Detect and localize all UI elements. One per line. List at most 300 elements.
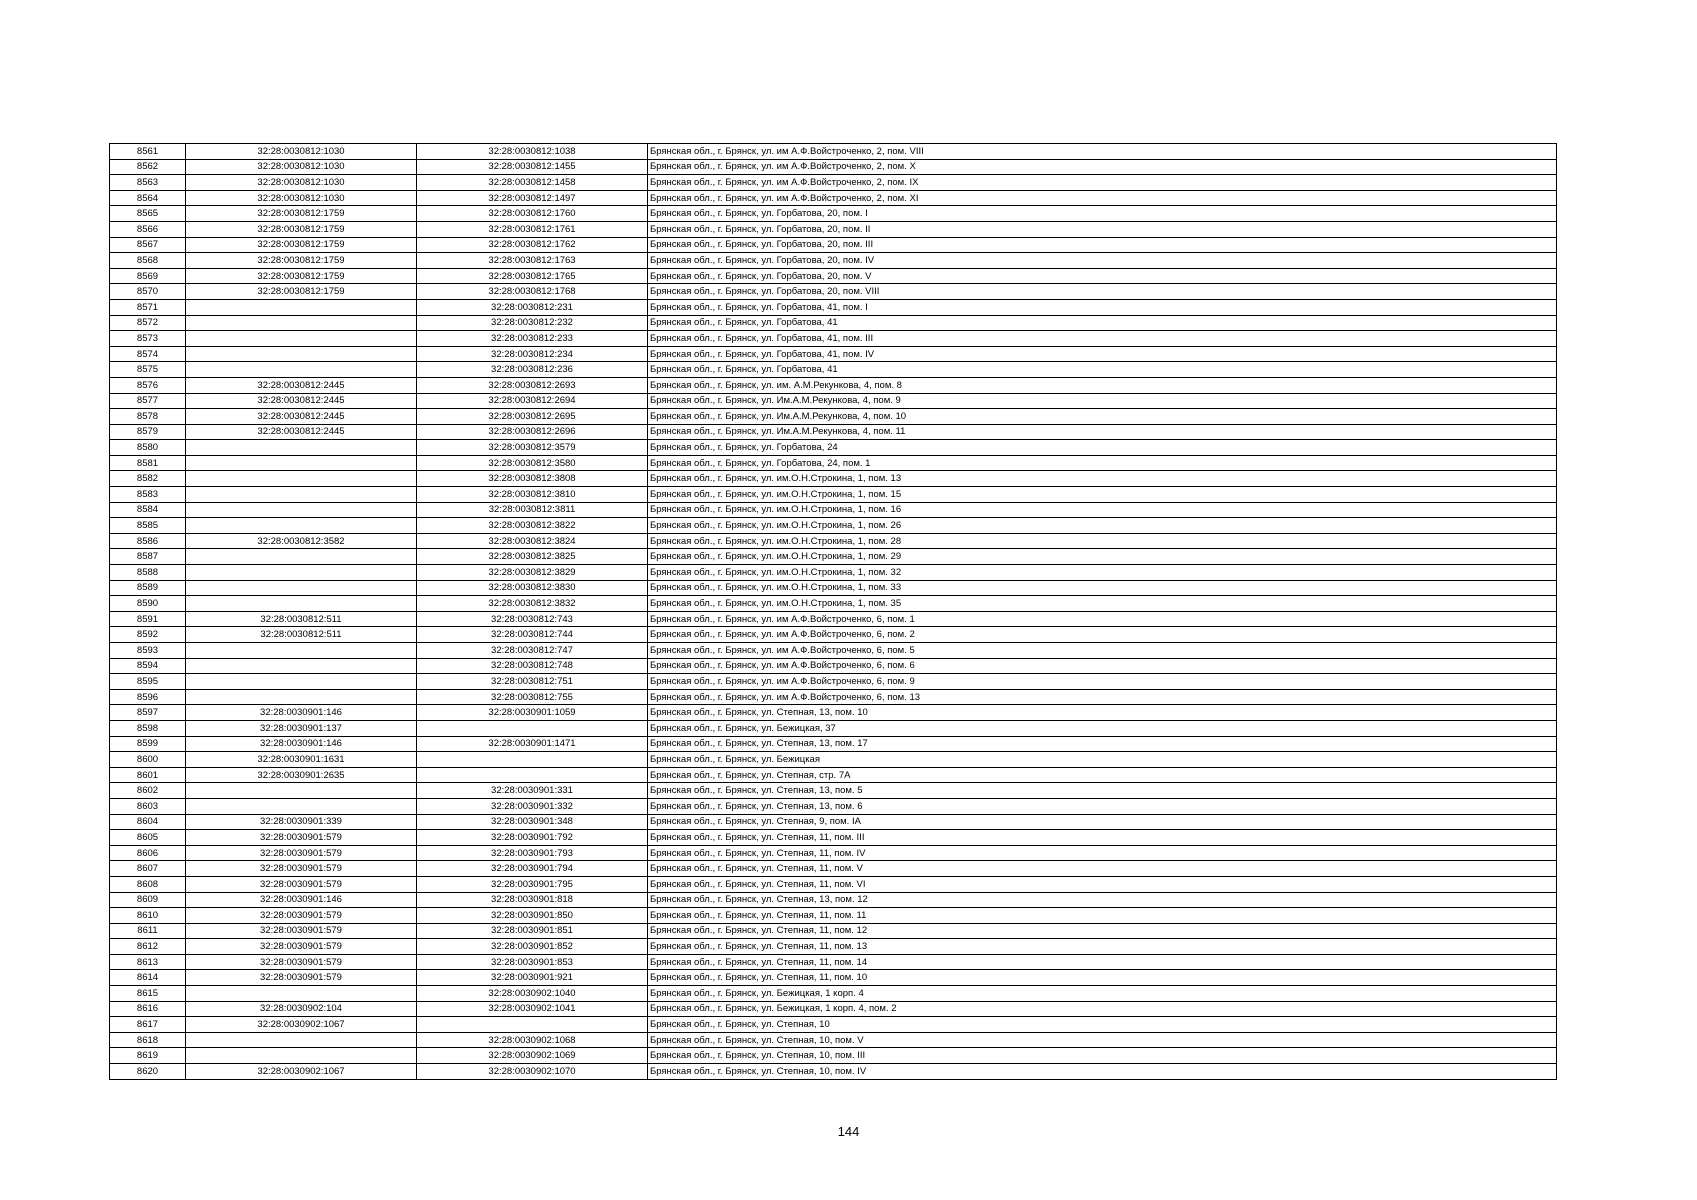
table-row	[110, 221, 1557, 237]
row-number-cell: 8597	[110, 705, 186, 721]
parent-cadastral-number-cell: 32:28:0030901:339	[186, 814, 417, 830]
row-number-cell: 8588	[110, 565, 186, 581]
parent-cadastral-number-cell: 32:28:0030901:137	[186, 720, 417, 736]
parent-cadastral-number-cell	[186, 1048, 417, 1064]
parent-cadastral-number-cell	[186, 783, 417, 799]
address-cell: Брянская обл., г. Брянск, ул. Горбатова, 20, пом. VIII	[648, 284, 1557, 300]
cadastral-number-cell: 32:28:0030901:331	[417, 783, 648, 799]
address-cell: Брянская обл., г. Брянск, ул. Горбатова, 41, пом. III	[648, 331, 1557, 347]
cadastral-number-cell: 32:28:0030812:3822	[417, 518, 648, 534]
cadastral-number-cell: 32:28:0030812:3829	[417, 565, 648, 581]
cadastral-number-cell: 32:28:0030812:3830	[417, 580, 648, 596]
table-row	[110, 830, 1557, 846]
parent-cadastral-number-cell: 32:28:0030812:1759	[186, 284, 417, 300]
parent-cadastral-number-cell	[186, 596, 417, 612]
parent-cadastral-number-cell: 32:28:0030812:1759	[186, 268, 417, 284]
row-number-cell: 8576	[110, 377, 186, 393]
row-number-cell: 8580	[110, 440, 186, 456]
row-number-cell: 8566	[110, 221, 186, 237]
row-number-cell: 8587	[110, 549, 186, 565]
address-cell: Брянская обл., г. Брянск, ул. Степная, 11, пом. 13	[648, 939, 1557, 955]
parent-cadastral-number-cell	[186, 299, 417, 315]
cadastral-number-cell: 32:28:0030901:795	[417, 876, 648, 892]
parent-cadastral-number-cell: 32:28:0030812:511	[186, 611, 417, 627]
table-row	[110, 876, 1557, 892]
address-cell: Брянская обл., г. Брянск, ул. Горбатова, 20, пом. II	[648, 221, 1557, 237]
table-row	[110, 580, 1557, 596]
row-number-cell: 8602	[110, 783, 186, 799]
table-row	[110, 533, 1557, 549]
row-number-cell: 8594	[110, 658, 186, 674]
parent-cadastral-number-cell: 32:28:0030901:579	[186, 861, 417, 877]
row-number-cell: 8578	[110, 409, 186, 425]
row-number-cell: 8599	[110, 736, 186, 752]
row-number-cell: 8604	[110, 814, 186, 830]
parent-cadastral-number-cell	[186, 580, 417, 596]
table-row	[110, 409, 1557, 425]
cadastral-number-cell: 32:28:0030812:1762	[417, 237, 648, 253]
parent-cadastral-number-cell	[186, 986, 417, 1002]
parent-cadastral-number-cell: 32:28:0030812:2445	[186, 393, 417, 409]
cadastral-number-cell: 32:28:0030812:747	[417, 643, 648, 659]
cadastral-number-cell: 32:28:0030901:1059	[417, 705, 648, 721]
parent-cadastral-number-cell: 32:28:0030901:579	[186, 876, 417, 892]
row-number-cell: 8570	[110, 284, 186, 300]
cadastral-number-cell: 32:28:0030902:1041	[417, 1001, 648, 1017]
cadastral-number-cell: 32:28:0030812:232	[417, 315, 648, 331]
address-cell: Брянская обл., г. Брянск, ул. Степная, 10, пом. III	[648, 1048, 1557, 1064]
row-number-cell: 8569	[110, 268, 186, 284]
cadastral-number-cell: 32:28:0030901:921	[417, 970, 648, 986]
address-cell: Брянская обл., г. Брянск, ул. Степная, 11, пом. III	[648, 830, 1557, 846]
table-row	[110, 190, 1557, 206]
cadastral-number-cell: 32:28:0030901:818	[417, 892, 648, 908]
row-number-cell: 8562	[110, 159, 186, 175]
address-cell: Брянская обл., г. Брянск, ул. им.О.Н.Строкина, 1, пом. 15	[648, 487, 1557, 503]
cadastral-number-cell: 32:28:0030812:3811	[417, 502, 648, 518]
parent-cadastral-number-cell	[186, 455, 417, 471]
address-cell: Брянская обл., г. Брянск, ул. им А.Ф.Войстроченко, 2, пом. XI	[648, 190, 1557, 206]
parent-cadastral-number-cell: 32:28:0030812:2445	[186, 377, 417, 393]
parent-cadastral-number-cell	[186, 1032, 417, 1048]
address-cell: Брянская обл., г. Брянск, ул. им А.Ф.Войстроченко, 6, пом. 5	[648, 643, 1557, 659]
page-number: 144	[837, 1124, 860, 1139]
cadastral-number-cell: 32:28:0030812:3579	[417, 440, 648, 456]
address-cell: Брянская обл., г. Брянск, ул. Им.А.М.Рекункова, 4, пом. 9	[648, 393, 1557, 409]
table-row	[110, 315, 1557, 331]
table-row	[110, 861, 1557, 877]
row-number-cell: 8589	[110, 580, 186, 596]
row-number-cell: 8619	[110, 1048, 186, 1064]
cadastral-number-cell: 32:28:0030902:1068	[417, 1032, 648, 1048]
address-cell: Брянская обл., г. Брянск, ул. им.О.Н.Строкина, 1, пом. 32	[648, 565, 1557, 581]
parent-cadastral-number-cell: 32:28:0030812:1759	[186, 206, 417, 222]
parent-cadastral-number-cell	[186, 565, 417, 581]
address-cell: Брянская обл., г. Брянск, ул. Степная, 13, пом. 10	[648, 705, 1557, 721]
address-cell: Брянская обл., г. Брянск, ул. им.О.Н.Строкина, 1, пом. 13	[648, 471, 1557, 487]
cadastral-number-cell: 32:28:0030901:1471	[417, 736, 648, 752]
address-cell: Брянская обл., г. Брянск, ул. им.О.Н.Строкина, 1, пом. 33	[648, 580, 1557, 596]
address-cell: Брянская обл., г. Брянск, ул. им.О.Н.Строкина, 1, пом. 35	[648, 596, 1557, 612]
row-number-cell: 8585	[110, 518, 186, 534]
table-row	[110, 237, 1557, 253]
row-number-cell: 8600	[110, 752, 186, 768]
table-row	[110, 1001, 1557, 1017]
row-number-cell: 8614	[110, 970, 186, 986]
table-row	[110, 986, 1557, 1002]
cadastral-number-cell: 32:28:0030812:743	[417, 611, 648, 627]
parent-cadastral-number-cell: 32:28:0030812:2445	[186, 409, 417, 425]
cadastral-number-cell: 32:28:0030812:1760	[417, 206, 648, 222]
row-number-cell: 8564	[110, 190, 186, 206]
cadastral-number-cell: 32:28:0030901:853	[417, 954, 648, 970]
address-cell: Брянская обл., г. Брянск, ул. им.О.Н.Строкина, 1, пом. 29	[648, 549, 1557, 565]
table-row	[110, 377, 1557, 393]
address-cell: Брянская обл., г. Брянск, ул. им А.Ф.Войстроченко, 6, пом. 6	[648, 658, 1557, 674]
row-number-cell: 8572	[110, 315, 186, 331]
parent-cadastral-number-cell	[186, 362, 417, 378]
table-row	[110, 923, 1557, 939]
parent-cadastral-number-cell: 32:28:0030901:579	[186, 954, 417, 970]
row-number-cell: 8612	[110, 939, 186, 955]
cadastral-number-cell	[417, 752, 648, 768]
table-row	[110, 393, 1557, 409]
address-cell: Брянская обл., г. Брянск, ул. Степная, 11, пом. 11	[648, 908, 1557, 924]
parent-cadastral-number-cell	[186, 471, 417, 487]
address-cell: Брянская обл., г. Брянск, ул. Бежицкая, 1 корп. 4	[648, 986, 1557, 1002]
table-row	[110, 596, 1557, 612]
row-number-cell: 8603	[110, 798, 186, 814]
address-cell: Брянская обл., г. Брянск, ул. им А.Ф.Войстроченко, 2, пом. IX	[648, 175, 1557, 191]
row-number-cell: 8620	[110, 1064, 186, 1080]
cadastral-number-cell: 32:28:0030812:1765	[417, 268, 648, 284]
table-row	[110, 159, 1557, 175]
cadastral-number-cell: 32:28:0030812:748	[417, 658, 648, 674]
address-cell: Брянская обл., г. Брянск, ул. им А.Ф.Войстроченко, 6, пом. 13	[648, 689, 1557, 705]
row-number-cell: 8575	[110, 362, 186, 378]
address-cell: Брянская обл., г. Брянск, ул. Степная, 10	[648, 1017, 1557, 1033]
cadastral-number-cell	[417, 720, 648, 736]
cadastral-number-cell: 32:28:0030812:2695	[417, 409, 648, 425]
address-cell: Брянская обл., г. Брянск, ул. им А.Ф.Войстроченко, 6, пом. 9	[648, 674, 1557, 690]
parent-cadastral-number-cell: 32:28:0030902:1067	[186, 1064, 417, 1080]
cadastral-number-cell: 32:28:0030812:1458	[417, 175, 648, 191]
table-row	[110, 253, 1557, 269]
address-cell: Брянская обл., г. Брянск, ул. им. А.М.Рекункова, 4, пом. 8	[648, 377, 1557, 393]
table-row	[110, 767, 1557, 783]
address-cell: Брянская обл., г. Брянск, ул. Степная, 11, пом. IV	[648, 845, 1557, 861]
cadastral-number-cell: 32:28:0030812:1768	[417, 284, 648, 300]
row-number-cell: 8593	[110, 643, 186, 659]
cadastral-number-cell: 32:28:0030902:1040	[417, 986, 648, 1002]
parent-cadastral-number-cell	[186, 674, 417, 690]
row-number-cell: 8590	[110, 596, 186, 612]
cadastral-number-cell: 32:28:0030901:793	[417, 845, 648, 861]
parent-cadastral-number-cell: 32:28:0030901:579	[186, 970, 417, 986]
address-cell: Брянская обл., г. Брянск, ул. Степная, стр. 7А	[648, 767, 1557, 783]
parent-cadastral-number-cell	[186, 346, 417, 362]
parent-cadastral-number-cell: 32:28:0030812:1030	[186, 144, 417, 160]
row-number-cell: 8606	[110, 845, 186, 861]
table-row	[110, 206, 1557, 222]
row-number-cell: 8574	[110, 346, 186, 362]
cadastral-number-cell: 32:28:0030812:233	[417, 331, 648, 347]
parent-cadastral-number-cell	[186, 502, 417, 518]
address-cell: Брянская обл., г. Брянск, ул. Степная, 13, пом. 17	[648, 736, 1557, 752]
parent-cadastral-number-cell	[186, 518, 417, 534]
table-row	[110, 424, 1557, 440]
row-number-cell: 8565	[110, 206, 186, 222]
address-cell: Брянская обл., г. Брянск, ул. Степная, 11, пом. V	[648, 861, 1557, 877]
cadastral-number-cell: 32:28:0030812:3832	[417, 596, 648, 612]
parent-cadastral-number-cell	[186, 689, 417, 705]
row-number-cell: 8568	[110, 253, 186, 269]
table-row	[110, 284, 1557, 300]
table-row	[110, 658, 1557, 674]
table-row	[110, 502, 1557, 518]
parent-cadastral-number-cell	[186, 331, 417, 347]
table-row	[110, 970, 1557, 986]
row-number-cell: 8595	[110, 674, 186, 690]
row-number-cell: 8586	[110, 533, 186, 549]
row-number-cell: 8582	[110, 471, 186, 487]
cadastral-number-cell: 32:28:0030812:231	[417, 299, 648, 315]
table-row	[110, 845, 1557, 861]
address-cell: Брянская обл., г. Брянск, ул. Горбатова, 20, пом. I	[648, 206, 1557, 222]
row-number-cell: 8581	[110, 455, 186, 471]
parent-cadastral-number-cell: 32:28:0030902:104	[186, 1001, 417, 1017]
address-cell: Брянская обл., г. Брянск, ул. Бежицкая, 1 корп. 4, пом. 2	[648, 1001, 1557, 1017]
table-row	[110, 643, 1557, 659]
table-row	[110, 705, 1557, 721]
cadastral-number-cell: 32:28:0030812:751	[417, 674, 648, 690]
table-row	[110, 144, 1557, 160]
cadastral-number-cell: 32:28:0030812:1763	[417, 253, 648, 269]
row-number-cell: 8615	[110, 986, 186, 1002]
cadastral-number-cell: 32:28:0030812:1761	[417, 221, 648, 237]
table-row	[110, 1048, 1557, 1064]
table-row	[110, 798, 1557, 814]
table-row	[110, 611, 1557, 627]
row-number-cell: 8596	[110, 689, 186, 705]
cadastral-number-cell: 32:28:0030812:3825	[417, 549, 648, 565]
address-cell: Брянская обл., г. Брянск, ул. Степная, 10, пом. IV	[648, 1064, 1557, 1080]
address-cell: Брянская обл., г. Брянск, ул. им А.Ф.Войстроченко, 6, пом. 2	[648, 627, 1557, 643]
row-number-cell: 8605	[110, 830, 186, 846]
parent-cadastral-number-cell: 32:28:0030901:579	[186, 923, 417, 939]
address-cell: Брянская обл., г. Брянск, ул. им.О.Н.Строкина, 1, пом. 28	[648, 533, 1557, 549]
cadastral-number-cell: 32:28:0030812:1038	[417, 144, 648, 160]
table-row	[110, 1032, 1557, 1048]
parent-cadastral-number-cell: 32:28:0030812:1030	[186, 159, 417, 175]
row-number-cell: 8601	[110, 767, 186, 783]
address-cell: Брянская обл., г. Брянск, ул. Горбатова, 20, пом. IV	[648, 253, 1557, 269]
cadastral-number-cell: 32:28:0030902:1070	[417, 1064, 648, 1080]
table-row	[110, 752, 1557, 768]
address-cell: Брянская обл., г. Брянск, ул. Степная, 9, пом. IA	[648, 814, 1557, 830]
cadastral-number-cell: 32:28:0030901:792	[417, 830, 648, 846]
row-number-cell: 8567	[110, 237, 186, 253]
cadastral-number-cell: 32:28:0030901:794	[417, 861, 648, 877]
row-number-cell: 8607	[110, 861, 186, 877]
parent-cadastral-number-cell	[186, 440, 417, 456]
cadastral-number-cell: 32:28:0030812:234	[417, 346, 648, 362]
row-number-cell: 8610	[110, 908, 186, 924]
table-row	[110, 299, 1557, 315]
row-number-cell: 8584	[110, 502, 186, 518]
parent-cadastral-number-cell: 32:28:0030901:2635	[186, 767, 417, 783]
address-cell: Брянская обл., г. Брянск, ул. Горбатова, 41, пом. I	[648, 299, 1557, 315]
table-row	[110, 471, 1557, 487]
parent-cadastral-number-cell: 32:28:0030812:1030	[186, 190, 417, 206]
parent-cadastral-number-cell: 32:28:0030812:1759	[186, 237, 417, 253]
row-number-cell: 8598	[110, 720, 186, 736]
address-cell: Брянская обл., г. Брянск, ул. Степная, 10, пом. V	[648, 1032, 1557, 1048]
table-row	[110, 783, 1557, 799]
address-cell: Брянская обл., г. Брянск, ул. Степная, 13, пом. 6	[648, 798, 1557, 814]
cadastral-number-cell	[417, 767, 648, 783]
table-row	[110, 689, 1557, 705]
cadastral-number-cell: 32:28:0030812:755	[417, 689, 648, 705]
address-cell: Брянская обл., г. Брянск, ул. Степная, 11, пом. VI	[648, 876, 1557, 892]
cadastral-number-cell: 32:28:0030812:3824	[417, 533, 648, 549]
table-row	[110, 549, 1557, 565]
cadastral-number-cell: 32:28:0030901:332	[417, 798, 648, 814]
parent-cadastral-number-cell: 32:28:0030902:1067	[186, 1017, 417, 1033]
parent-cadastral-number-cell: 32:28:0030901:1631	[186, 752, 417, 768]
table-row	[110, 518, 1557, 534]
parent-cadastral-number-cell: 32:28:0030901:146	[186, 736, 417, 752]
address-cell: Брянская обл., г. Брянск, ул. Им.А.М.Рекункова, 4, пом. 10	[648, 409, 1557, 425]
registry-table	[109, 143, 1557, 1080]
parent-cadastral-number-cell: 32:28:0030812:1759	[186, 253, 417, 269]
table-row	[110, 1064, 1557, 1080]
address-cell: Брянская обл., г. Брянск, ул. Бежицкая	[648, 752, 1557, 768]
table-row	[110, 736, 1557, 752]
parent-cadastral-number-cell	[186, 658, 417, 674]
parent-cadastral-number-cell: 32:28:0030901:579	[186, 939, 417, 955]
address-cell: Брянская обл., г. Брянск, ул. Степная, 11, пом. 14	[648, 954, 1557, 970]
table-row	[110, 1017, 1557, 1033]
address-cell: Брянская обл., г. Брянск, ул. им А.Ф.Войстроченко, 2, пом. X	[648, 159, 1557, 175]
parent-cadastral-number-cell	[186, 643, 417, 659]
parent-cadastral-number-cell: 32:28:0030901:146	[186, 892, 417, 908]
parent-cadastral-number-cell: 32:28:0030901:579	[186, 830, 417, 846]
address-cell: Брянская обл., г. Брянск, ул. Горбатова, 41, пом. IV	[648, 346, 1557, 362]
row-number-cell: 8608	[110, 876, 186, 892]
address-cell: Брянская обл., г. Брянск, ул. им А.Ф.Войстроченко, 6, пом. 1	[648, 611, 1557, 627]
row-number-cell: 8571	[110, 299, 186, 315]
row-number-cell: 8592	[110, 627, 186, 643]
row-number-cell: 8591	[110, 611, 186, 627]
address-cell: Брянская обл., г. Брянск, ул. Степная, 11, пом. 10	[648, 970, 1557, 986]
table-row	[110, 627, 1557, 643]
address-cell: Брянская обл., г. Брянск, ул. Бежицкая, 37	[648, 720, 1557, 736]
table-row	[110, 175, 1557, 191]
cadastral-number-cell: 32:28:0030812:744	[417, 627, 648, 643]
table-row	[110, 720, 1557, 736]
cadastral-number-cell: 32:28:0030812:2694	[417, 393, 648, 409]
cadastral-number-cell	[417, 1017, 648, 1033]
address-cell: Брянская обл., г. Брянск, ул. им А.Ф.Войстроченко, 2, пом. VIII	[648, 144, 1557, 160]
row-number-cell: 8563	[110, 175, 186, 191]
cadastral-number-cell: 32:28:0030812:3810	[417, 487, 648, 503]
table-row	[110, 362, 1557, 378]
address-cell: Брянская обл., г. Брянск, ул. Степная, 13, пом. 12	[648, 892, 1557, 908]
cadastral-number-cell: 32:28:0030812:3808	[417, 471, 648, 487]
table-row	[110, 814, 1557, 830]
table-row	[110, 674, 1557, 690]
cadastral-number-cell: 32:28:0030812:1455	[417, 159, 648, 175]
cadastral-number-cell: 32:28:0030901:851	[417, 923, 648, 939]
parent-cadastral-number-cell: 32:28:0030812:2445	[186, 424, 417, 440]
cadastral-number-cell: 32:28:0030812:236	[417, 362, 648, 378]
parent-cadastral-number-cell	[186, 798, 417, 814]
parent-cadastral-number-cell	[186, 549, 417, 565]
table-row	[110, 331, 1557, 347]
table-row	[110, 954, 1557, 970]
parent-cadastral-number-cell: 32:28:0030812:1759	[186, 221, 417, 237]
table-row	[110, 268, 1557, 284]
parent-cadastral-number-cell: 32:28:0030812:3582	[186, 533, 417, 549]
address-cell: Брянская обл., г. Брянск, ул. им.О.Н.Строкина, 1, пом. 26	[648, 518, 1557, 534]
row-number-cell: 8616	[110, 1001, 186, 1017]
parent-cadastral-number-cell: 32:28:0030901:579	[186, 908, 417, 924]
address-cell: Брянская обл., г. Брянск, ул. Горбатова, 20, пом. III	[648, 237, 1557, 253]
parent-cadastral-number-cell: 32:28:0030901:579	[186, 845, 417, 861]
row-number-cell: 8573	[110, 331, 186, 347]
cadastral-number-cell: 32:28:0030901:348	[417, 814, 648, 830]
row-number-cell: 8583	[110, 487, 186, 503]
row-number-cell: 8579	[110, 424, 186, 440]
row-number-cell: 8611	[110, 923, 186, 939]
row-number-cell: 8617	[110, 1017, 186, 1033]
address-cell: Брянская обл., г. Брянск, ул. им.О.Н.Строкина, 1, пом. 16	[648, 502, 1557, 518]
address-cell: Брянская обл., г. Брянск, ул. Им.А.М.Рекункова, 4, пом. 11	[648, 424, 1557, 440]
address-cell: Брянская обл., г. Брянск, ул. Горбатова, 24	[648, 440, 1557, 456]
address-cell: Брянская обл., г. Брянск, ул. Горбатова, 24, пом. 1	[648, 455, 1557, 471]
row-number-cell: 8561	[110, 144, 186, 160]
table-row	[110, 487, 1557, 503]
address-cell: Брянская обл., г. Брянск, ул. Степная, 11, пом. 12	[648, 923, 1557, 939]
cadastral-number-cell: 32:28:0030812:2696	[417, 424, 648, 440]
parent-cadastral-number-cell: 32:28:0030901:146	[186, 705, 417, 721]
parent-cadastral-number-cell	[186, 487, 417, 503]
row-number-cell: 8609	[110, 892, 186, 908]
parent-cadastral-number-cell	[186, 315, 417, 331]
table-row	[110, 440, 1557, 456]
row-number-cell: 8577	[110, 393, 186, 409]
table-row	[110, 565, 1557, 581]
cadastral-number-cell: 32:28:0030812:1497	[417, 190, 648, 206]
cadastral-number-cell: 32:28:0030901:852	[417, 939, 648, 955]
table-row	[110, 892, 1557, 908]
table-row	[110, 455, 1557, 471]
address-cell: Брянская обл., г. Брянск, ул. Горбатова, 20, пом. V	[648, 268, 1557, 284]
row-number-cell: 8613	[110, 954, 186, 970]
table-row	[110, 939, 1557, 955]
table-row	[110, 908, 1557, 924]
address-cell: Брянская обл., г. Брянск, ул. Горбатова, 41	[648, 315, 1557, 331]
cadastral-number-cell: 32:28:0030812:3580	[417, 455, 648, 471]
row-number-cell: 8618	[110, 1032, 186, 1048]
cadastral-number-cell: 32:28:0030812:2693	[417, 377, 648, 393]
registry-table-body	[110, 144, 1557, 1080]
cadastral-number-cell: 32:28:0030901:850	[417, 908, 648, 924]
address-cell: Брянская обл., г. Брянск, ул. Горбатова, 41	[648, 362, 1557, 378]
parent-cadastral-number-cell: 32:28:0030812:1030	[186, 175, 417, 191]
parent-cadastral-number-cell: 32:28:0030812:511	[186, 627, 417, 643]
